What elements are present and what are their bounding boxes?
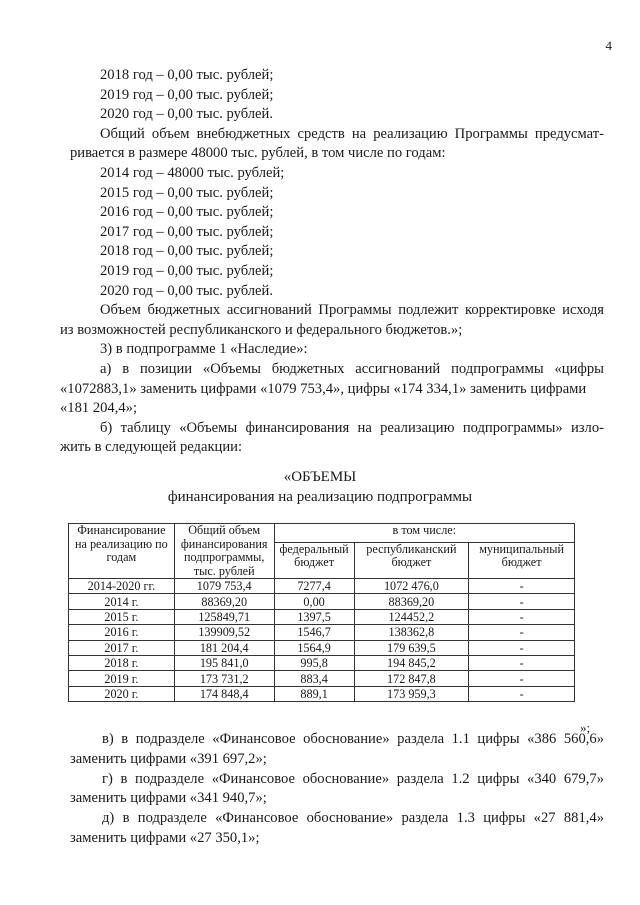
cell-municipal: - — [469, 609, 575, 624]
cell-republican: 194 845,2 — [354, 655, 469, 670]
cell-period: 2014 г. — [69, 594, 175, 609]
cell-period: 2019 г. — [69, 671, 175, 686]
upper-text — [60, 66, 604, 458]
table-row — [69, 671, 575, 686]
budget-line-2018: 2018 год – 0,00 тыс. рублей; — [100, 67, 274, 83]
cell-federal: 7277,4 — [274, 579, 354, 594]
header-including: в том числе: — [274, 524, 574, 543]
offbudget-paragraph-line1: Общий объем внебюджетных средств на реализацию Программы предусмат- — [100, 125, 604, 142]
cell-federal: 0,00 — [274, 594, 354, 609]
table-row — [69, 579, 575, 594]
cell-municipal: - — [469, 671, 575, 686]
item-v: в) в подразделе «Финансовое обоснование» раздела 1.1 цифры «386 560,6» заменить цифрами «391 697,2»; — [70, 731, 604, 767]
header-total: Общий объем финансирования подпрограммы, тыс. рублей — [174, 524, 274, 579]
cell-period: 2017 г. — [69, 640, 175, 655]
correction-paragraph-line2: из возможностей республиканского и федерального бюджетов.»; — [60, 321, 463, 338]
cell-total: 125849,71 — [174, 609, 274, 624]
header-republican: республиканский бюджет — [354, 542, 469, 578]
table-row — [69, 625, 575, 640]
table-title: «ОБЪЕМЫ — [283, 469, 357, 485]
lower-text — [70, 730, 604, 849]
item-a-line1: а) в позиции «Объемы бюджетных ассигнований подпрограммы «цифры — [100, 360, 604, 377]
cell-republican: 88369,20 — [354, 594, 469, 609]
item-d: д) в подразделе «Финансовое обоснование» раздела 1.3 цифры «27 881,4» заменить цифрами «27 350,1»; — [70, 810, 604, 846]
header-federal: федеральный бюджет — [274, 542, 354, 578]
budget-line-2020: 2020 год – 0,00 тыс. рублей. — [100, 106, 273, 123]
table-row — [69, 686, 575, 701]
table-row — [69, 655, 575, 670]
offbudget-line-2015: 2015 год – 0,00 тыс. рублей; — [100, 184, 274, 201]
cell-period: 2014-2020 гг. — [69, 579, 175, 594]
cell-period: 2018 г. — [69, 655, 175, 670]
cell-republican: 124452,2 — [354, 609, 469, 624]
item-a-line3: «181 204,4»; — [60, 400, 138, 417]
cell-municipal: - — [469, 594, 575, 609]
cell-federal: 1564,9 — [274, 640, 354, 655]
cell-republican: 173 959,3 — [354, 686, 469, 701]
cell-republican: 172 847,8 — [354, 671, 469, 686]
cell-total: 139909,52 — [174, 625, 274, 640]
cell-total: 88369,20 — [174, 594, 274, 609]
cell-municipal: - — [469, 625, 575, 640]
cell-federal: 883,4 — [274, 671, 354, 686]
table-row — [69, 594, 575, 609]
header-financing: Финансирование на реализацию по годам — [69, 524, 175, 579]
cell-period: 2016 г. — [69, 625, 175, 640]
cell-federal: 889,1 — [274, 686, 354, 701]
cell-total: 181 204,4 — [174, 640, 274, 655]
offbudget-line-2019: 2019 год – 0,00 тыс. рублей; — [100, 262, 274, 279]
item-b-line1: б) таблицу «Объемы финансирования на реализацию подпрограммы» изло- — [100, 419, 604, 436]
cell-republican: 179 639,5 — [354, 640, 469, 655]
cell-municipal: - — [469, 686, 575, 701]
cell-total: 195 841,0 — [174, 655, 274, 670]
cell-total: 1079 753,4 — [174, 579, 274, 594]
item-3: 3) в подпрограмме 1 «Наследие»: — [100, 341, 308, 358]
page-number: 4 — [605, 38, 612, 53]
cell-republican: 1072 476,0 — [354, 579, 469, 594]
cell-total: 173 731,2 — [174, 671, 274, 686]
cell-municipal: - — [469, 640, 575, 655]
offbudget-line-2016: 2016 год – 0,00 тыс. рублей; — [100, 204, 274, 221]
financing-table — [68, 523, 575, 702]
table-closing-quote: »; — [580, 720, 591, 735]
item-a-line2: «1072883,1» заменить цифрами «1079 753,4», цифры «174 334,1» заменить цифрами — [60, 380, 587, 397]
table-row — [69, 640, 575, 655]
cell-federal: 1397,5 — [274, 609, 354, 624]
cell-period: 2015 г. — [69, 609, 175, 624]
cell-period: 2020 г. — [69, 686, 175, 701]
correction-paragraph-line1: Объем бюджетных ассигнований Программы подлежит корректировке исходя — [100, 302, 604, 319]
cell-municipal: - — [469, 655, 575, 670]
cell-municipal: - — [469, 579, 575, 594]
item-g: г) в подразделе «Финансовое обоснование» раздела 1.2 цифры «340 679,7» заменить цифрами «341 940,7»; — [70, 770, 604, 807]
offbudget-line-2014: 2014 год – 48000 тыс. рублей; — [100, 164, 285, 181]
offbudget-paragraph-line2: ривается в размере 48000 тыс. рублей, в том числе по годам: — [70, 145, 446, 162]
cell-total: 174 848,4 — [174, 686, 274, 701]
offbudget-line-2017: 2017 год – 0,00 тыс. рублей; — [100, 223, 274, 240]
budget-line-2019: 2019 год – 0,00 тыс. рублей; — [100, 86, 274, 103]
cell-federal: 995,8 — [274, 655, 354, 670]
cell-federal: 1546,7 — [274, 625, 354, 640]
item-b-line2: жить в следующей редакции: — [60, 439, 243, 456]
offbudget-line-2020: 2020 год – 0,00 тыс. рублей. — [100, 282, 273, 299]
table-subtitle: финансирования на реализацию подпрограммы — [167, 489, 473, 505]
header-municipal: муниципальный бюджет — [469, 542, 575, 578]
offbudget-line-2018: 2018 год – 0,00 тыс. рублей; — [100, 243, 274, 260]
cell-republican: 138362,8 — [354, 625, 469, 640]
table-row — [69, 609, 575, 624]
